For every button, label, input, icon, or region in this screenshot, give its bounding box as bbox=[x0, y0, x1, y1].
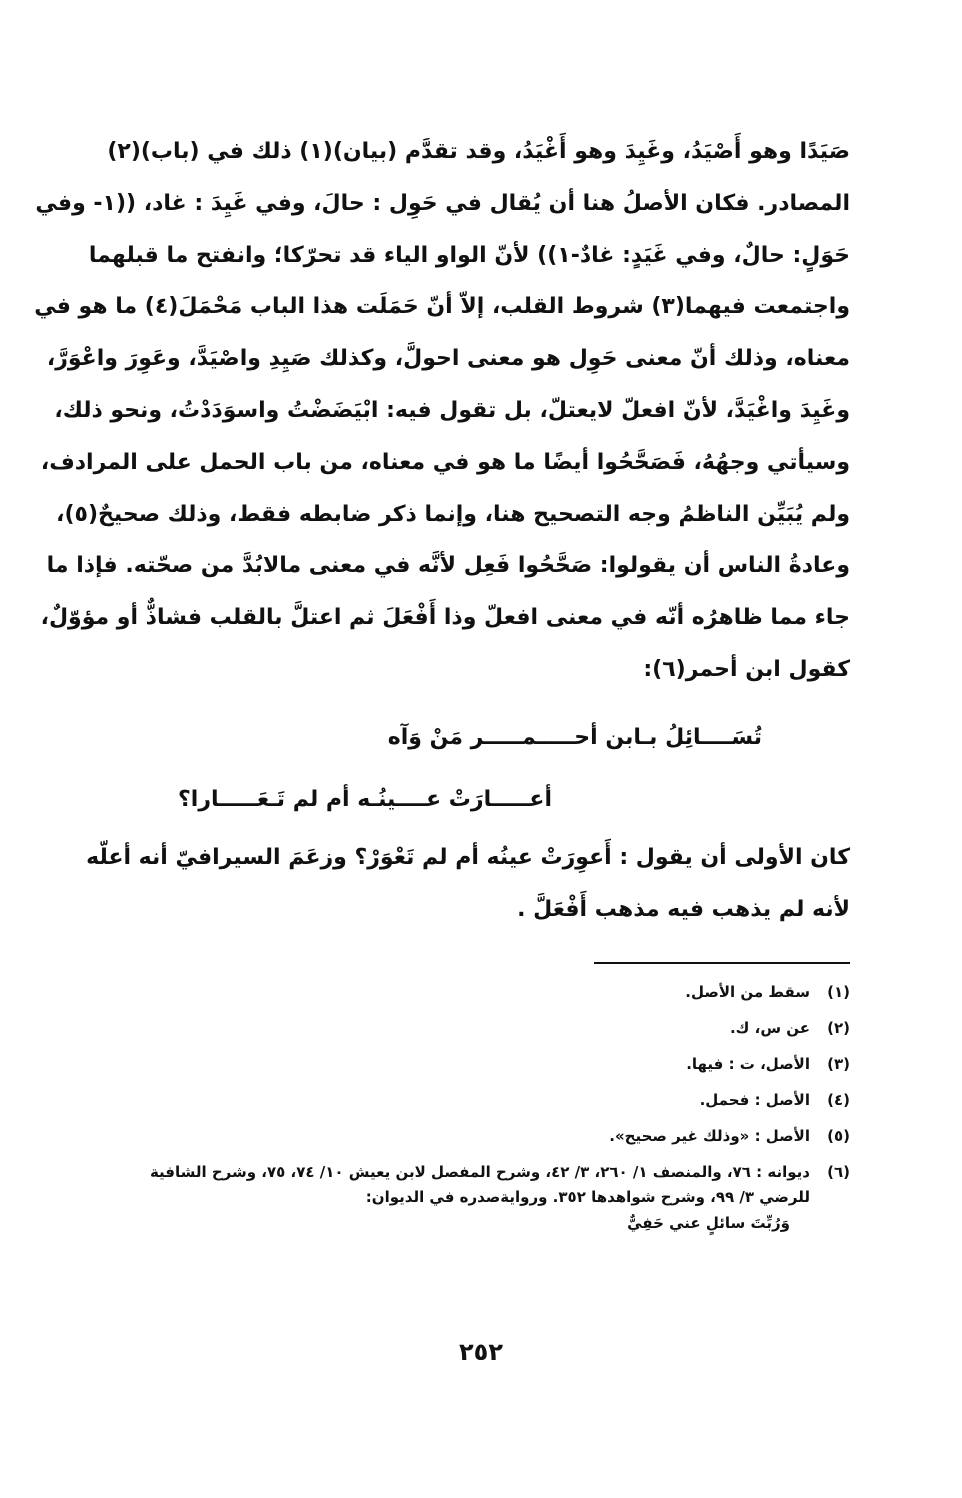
body-line: حَوَلٍ: حالٌ، وفي غَيَدٍ: غادٌ-١)) لأنّ الواو الياء قد تحرّكا؛ وانفتح ما قبلهما bbox=[88, 242, 850, 268]
footnote bbox=[114, 1016, 850, 1040]
body-line: كقول ابن أحمر(٦): bbox=[643, 656, 850, 682]
footnote-text: عن س، ك. bbox=[729, 1019, 810, 1037]
footnote-continuation: للرضي ٣/ ٩٩، وشرح شواهدها ٣٥٢. وروايةصدره في الديوان: bbox=[365, 1188, 810, 1206]
footnote bbox=[114, 1124, 850, 1148]
footnote-text: الأصل : «وذلك غير صحيح». bbox=[609, 1127, 810, 1145]
verse-first-hemistich: تُسَــــائِلُ بـابن أحـــــمـــــر مَنْ وَآه bbox=[387, 725, 762, 750]
main-paragraph bbox=[34, 126, 850, 696]
footnote-text: الأصل : فحمل. bbox=[699, 1091, 810, 1109]
footnote-number: (٢) bbox=[827, 1019, 850, 1037]
footnote bbox=[114, 1160, 850, 1184]
page-number: ٢٥٢ bbox=[459, 1338, 503, 1366]
footnote-number: (٦) bbox=[827, 1163, 850, 1181]
body-line: كان الأولى أن يقول : أَعوِرَتْ عينُه أم لم تَعْوَرْ؟ وزعَمَ السيرافيّ أنه أعلّه bbox=[86, 845, 850, 870]
body-line: لأنه لم يذهب فيه مذهب أَفْعَلَّ . bbox=[517, 896, 850, 922]
body-line: جاء مما ظاهرُه أنّه في معنى افعلّ وذا أَفْعَلَ ثم اعتلَّ بالقلب فشاذٌّ أو مؤوّلٌ، bbox=[40, 605, 850, 631]
after-verse-paragraph bbox=[86, 832, 850, 936]
body-line: صَيَدًا وهو أَصْيَدُ، وغَيِدَ وهو أَغْيَدُ، وقد تقدَّم (بيان)(١) ذلك في (باب)(٢) bbox=[107, 139, 850, 164]
footnote-verse: وَرُبِّتَ سائلٍ عني حَفِيٌّ bbox=[627, 1214, 790, 1232]
footnote-text: سقط من الأصل. bbox=[685, 983, 810, 1001]
footnote-number: (٤) bbox=[827, 1091, 850, 1109]
footnote-text: ديوانه : ٧٦، والمنصف ١/ ٢٦٠، ٣/ ٤٢، وشرح المفصل لابن يعيش ١٠/ ٧٤، ٧٥، وشرح الشافية bbox=[149, 1163, 810, 1181]
footnote-number: (٣) bbox=[827, 1055, 850, 1073]
footnote-number: (٥) bbox=[827, 1127, 850, 1145]
footnote-divider bbox=[594, 962, 850, 964]
footnote bbox=[114, 1088, 850, 1112]
footnote bbox=[114, 1052, 850, 1076]
body-line: واجتمعت فيهما(٣) شروط القلب، إلاّ أنّ حَمَلَت هذا الباب مَحْمَلَ(٤) ما هو في bbox=[34, 294, 850, 320]
verse-second-hemistich: أعـــــارَتْ عــــينُـه أم لم تَـعَـــــارا؟ bbox=[178, 787, 552, 812]
footnote-text: الأصل، ت : فيها. bbox=[686, 1055, 810, 1073]
body-line: المصادر. فكان الأصلُ هنا أن يُقال في حَوِل : حالَ، وفي غَيِدَ : غاد، ((١- وفي bbox=[35, 190, 850, 216]
body-line: معناه، وذلك أنّ معنى حَوِل هو معنى احولَّ، وكذلك صَيِدِ واصْيَدَّ، وعَوِرَ واعْوَرَّ، bbox=[46, 346, 850, 372]
body-line: وعادةُ الناس أن يقولوا: صَحَّحُوا فَعِل لأنَّه في معنى مالابُدَّ من صحّته. فإذا ما bbox=[46, 553, 850, 579]
footnote-number: (١) bbox=[827, 983, 850, 1001]
body-line: وسيأتي وجهُهُ، فَصَحَّحُوا أيضًا ما هو في معناه، من باب الحمل على المرادف، bbox=[40, 449, 850, 475]
footnotes bbox=[114, 980, 850, 1236]
footnote bbox=[114, 980, 850, 1004]
body-line: ولم يُبَيِّن الناظمُ وجه التصحيح هنا، وإنما ذكر ضابطه فقط، وذلك صحيحٌ(٥)، bbox=[56, 501, 850, 527]
body-line: وغَيِدَ واغْيَدَّ، لأنّ افعلّ لايعتلّ، بل تقول فيه: ابْيَضَضْتُ واسوَدَدْتُ، ونحو ذلك، bbox=[54, 397, 850, 423]
